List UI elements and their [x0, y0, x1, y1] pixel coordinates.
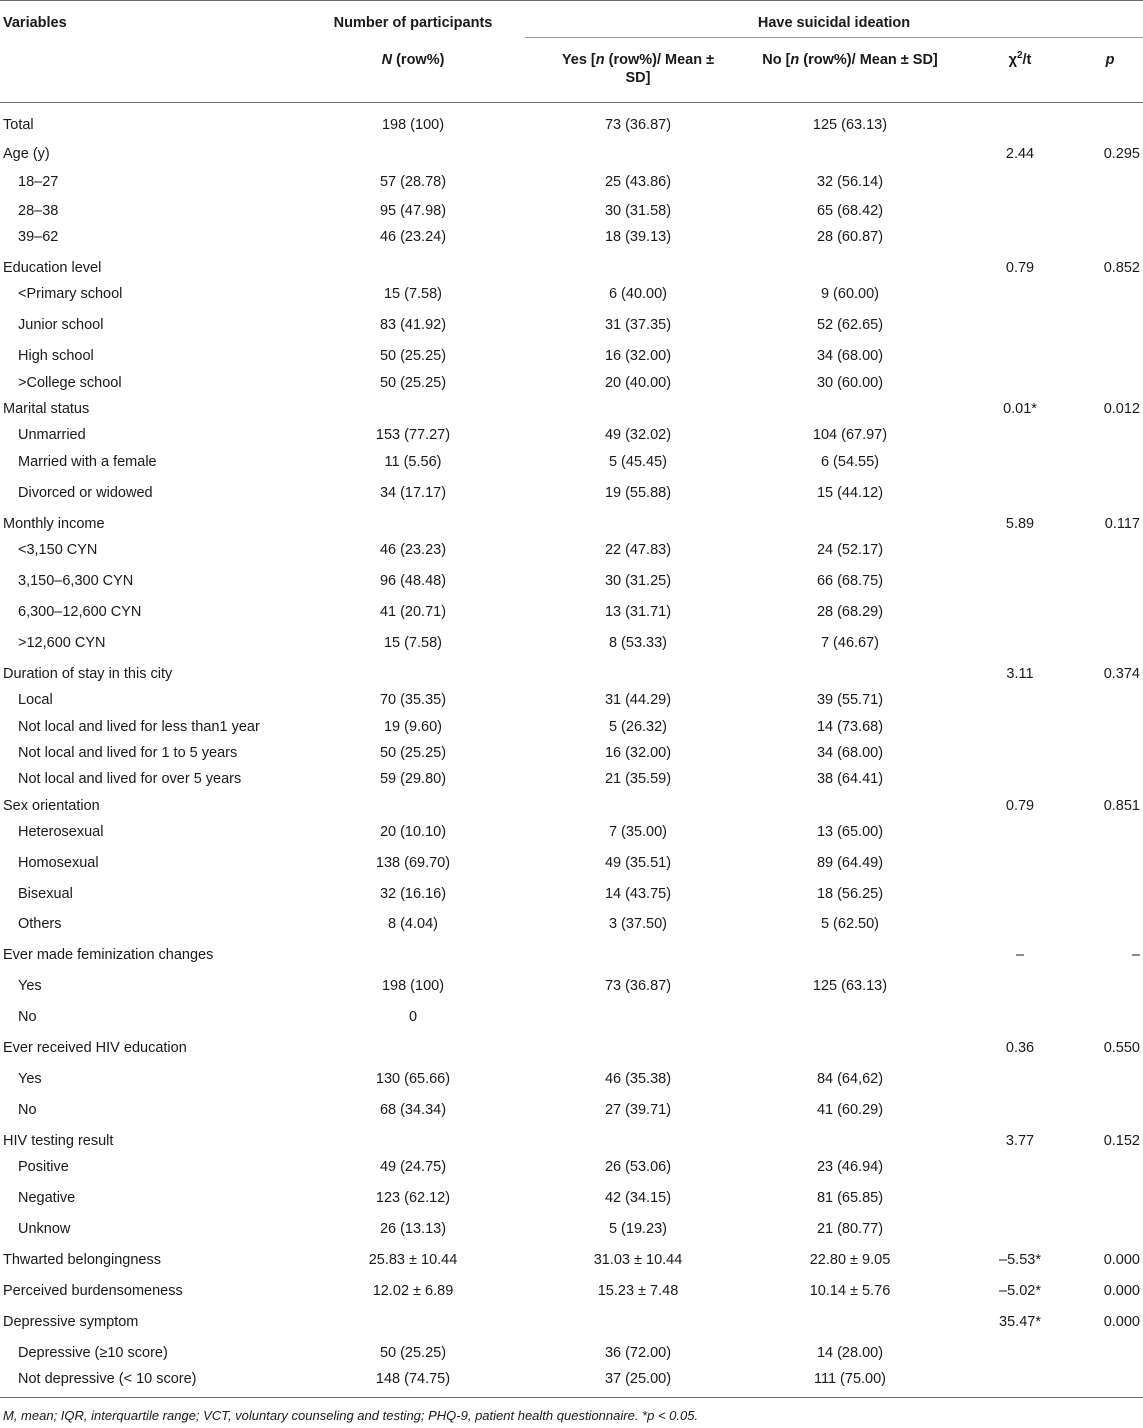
cell-chi: – — [1015, 947, 1025, 963]
cell-n: 26 (13.13) — [379, 1221, 447, 1237]
cell-yes: 30 (31.58) — [604, 203, 672, 219]
cell-no: 104 (67.97) — [812, 427, 888, 443]
cell-label: Bisexual — [18, 886, 73, 902]
cell-p: 0.000 — [1103, 1283, 1140, 1299]
cell-label: Yes — [18, 1071, 42, 1087]
cell-no: 15 (44.12) — [816, 485, 884, 501]
table-row — [0, 1344, 1143, 1362]
table-row — [0, 797, 1143, 815]
cell-n: 20 (10.10) — [379, 824, 447, 840]
table-row — [0, 665, 1143, 683]
cell-n: 138 (69.70) — [375, 855, 451, 871]
table-row — [0, 1251, 1143, 1269]
table-row — [0, 1370, 1143, 1388]
table-footnote: M, mean; IQR, interquartile range; VCT, voluntary counseling and testing; PHQ-9, patient health questionnaire. *p < 0.05. — [3, 1408, 699, 1423]
table-row — [0, 541, 1143, 559]
cell-n: 198 (100) — [381, 978, 445, 994]
table-row — [0, 453, 1143, 471]
table-row — [0, 316, 1143, 334]
cell-no: 38 (64.41) — [816, 771, 884, 787]
cell-label: Heterosexual — [18, 824, 104, 840]
header-p-value — [1080, 51, 1140, 69]
cell-label: Positive — [18, 1159, 69, 1175]
cell-p: 0.000 — [1103, 1252, 1140, 1268]
cell-yes: 3 (37.50) — [608, 916, 668, 932]
cell-chi: 35.47* — [999, 1314, 1041, 1330]
cell-yes: 31.03 ± 10.44 — [593, 1252, 683, 1268]
table-row — [0, 202, 1143, 220]
cell-label: Not local and lived for over 5 years — [18, 771, 242, 787]
cell-chi: 2.44 — [1005, 146, 1035, 162]
cell-yes: 49 (32.02) — [604, 427, 672, 443]
cell-label: Unknow — [18, 1221, 71, 1237]
cell-label: 18–27 — [18, 174, 59, 190]
cell-n: 19 (9.60) — [383, 719, 443, 735]
cell-n: 34 (17.17) — [379, 485, 447, 501]
cell-yes: 36 (72.00) — [604, 1345, 672, 1361]
cell-n: 50 (25.25) — [379, 375, 447, 391]
cell-yes: 5 (45.45) — [608, 454, 668, 470]
table-row — [0, 374, 1143, 392]
cell-label: Junior school — [18, 317, 104, 333]
table-row — [0, 770, 1143, 788]
cell-label: No — [18, 1009, 37, 1025]
cell-label: Marital status — [3, 401, 90, 417]
cell-label: Unmarried — [18, 427, 86, 443]
cell-p: 0.012 — [1103, 401, 1140, 417]
cell-no: 34 (68.00) — [816, 745, 884, 761]
header-p-italic: p — [1105, 52, 1115, 68]
cell-label: Sex orientation — [3, 798, 100, 814]
cell-chi: 3.11 — [1006, 666, 1034, 682]
cell-label: Divorced or widowed — [18, 485, 153, 501]
header-number-of-participants: Number of participants — [333, 15, 493, 31]
cell-label: 3,150–6,300 CYN — [18, 573, 134, 589]
cell-n: 0 — [408, 1009, 418, 1025]
cell-p: – — [1131, 947, 1140, 963]
cell-yes: 16 (32.00) — [604, 348, 672, 364]
table-row — [0, 1070, 1143, 1088]
header-group-underline — [525, 37, 1143, 38]
cell-no: 14 (28.00) — [816, 1345, 884, 1361]
cell-no: 89 (64.49) — [816, 855, 884, 871]
cell-no: 34 (68.00) — [816, 348, 884, 364]
cell-n: 46 (23.24) — [379, 229, 447, 245]
cell-p: 0.852 — [1103, 260, 1140, 276]
table-row — [0, 400, 1143, 418]
cell-label: 39–62 — [18, 229, 59, 245]
table-row — [0, 854, 1143, 872]
table-row — [0, 1220, 1143, 1238]
table-row — [0, 603, 1143, 621]
cell-p: 0.374 — [1103, 666, 1140, 682]
header-n-row-percent — [300, 51, 526, 69]
cell-yes: 26 (53.06) — [604, 1159, 672, 1175]
cell-n: 49 (24.75) — [379, 1159, 447, 1175]
cell-label: Ever received HIV education — [3, 1040, 187, 1056]
cell-no: 41 (60.29) — [816, 1102, 884, 1118]
cell-p: 0.851 — [1103, 798, 1140, 814]
cell-yes: 21 (35.59) — [604, 771, 672, 787]
cell-no: 24 (52.17) — [816, 542, 884, 558]
cell-yes: 7 (35.00) — [608, 824, 668, 840]
cell-n: 12.02 ± 6.89 — [372, 1283, 454, 1299]
cell-n: 50 (25.25) — [379, 745, 447, 761]
cell-label: Total — [3, 117, 34, 133]
cell-label: <Primary school — [18, 286, 123, 302]
header-no-italic: n — [790, 52, 800, 68]
cell-no: 32 (56.14) — [816, 174, 884, 190]
header-no-column — [760, 51, 940, 69]
cell-n: 8 (4.04) — [388, 916, 438, 932]
cell-no: 65 (68.42) — [816, 203, 884, 219]
cell-chi: –5.02* — [999, 1283, 1041, 1299]
cell-chi: –5.53* — [999, 1252, 1041, 1268]
cell-yes: 19 (55.88) — [604, 485, 672, 501]
cell-yes: 31 (44.29) — [604, 692, 672, 708]
cell-yes: 14 (43.75) — [604, 886, 672, 902]
cell-p: 0.295 — [1103, 146, 1140, 162]
table-header-rule — [0, 102, 1143, 103]
cell-label: Depressive symptom — [3, 1314, 139, 1330]
cell-p: 0.117 — [1104, 516, 1140, 532]
cell-n: 123 (62.12) — [375, 1190, 451, 1206]
cell-n: 11 (5.56) — [384, 454, 442, 470]
header-have-suicidal-ideation: Have suicidal ideation — [757, 15, 911, 31]
cell-n: 59 (29.80) — [379, 771, 447, 787]
cell-yes: 42 (34.15) — [604, 1190, 672, 1206]
table-row — [0, 145, 1143, 163]
table-row — [0, 1282, 1143, 1300]
cell-p: 0.000 — [1103, 1314, 1140, 1330]
cell-label: Monthly income — [3, 516, 105, 532]
cell-yes: 37 (25.00) — [604, 1371, 672, 1387]
cell-n: 15 (7.58) — [383, 286, 443, 302]
cell-chi: 5.89 — [1005, 516, 1035, 532]
cell-chi: 0.01* — [1003, 401, 1037, 417]
table-row — [0, 484, 1143, 502]
cell-yes: 27 (39.71) — [604, 1102, 672, 1118]
table-row — [0, 718, 1143, 736]
cell-label: No — [18, 1102, 37, 1118]
header-chi-sup: 2 — [1016, 50, 1023, 62]
cell-yes: 25 (43.86) — [604, 174, 672, 190]
cell-n: 83 (41.92) — [379, 317, 447, 333]
cell-no: 28 (60.87) — [816, 229, 884, 245]
table-row — [0, 634, 1143, 652]
header-no-rest: (row%)/ Mean ± SD] — [799, 52, 938, 68]
cell-no: 13 (65.00) — [816, 824, 884, 840]
header-n-rest: (row%) — [392, 52, 445, 68]
cell-no: 6 (54.55) — [820, 454, 880, 470]
cell-n: 57 (28.78) — [379, 174, 447, 190]
cell-p: 0.550 — [1103, 1040, 1140, 1056]
cell-yes: 5 (19.23) — [608, 1221, 668, 1237]
cell-label: Thwarted belongingness — [3, 1252, 161, 1268]
header-chi-square — [960, 51, 1080, 69]
cell-label: Yes — [18, 978, 42, 994]
cell-label: Not depressive (< 10 score) — [18, 1371, 197, 1387]
cell-n: 15 (7.58) — [383, 635, 443, 651]
table-row — [0, 915, 1143, 933]
cell-label: 6,300–12,600 CYN — [18, 604, 142, 620]
cell-label: Duration of stay in this city — [3, 666, 173, 682]
cell-yes: 31 (37.35) — [604, 317, 672, 333]
cell-yes: 18 (39.13) — [604, 229, 672, 245]
cell-label: Perceived burdensomeness — [3, 1283, 183, 1299]
header-chi-base: χ — [1008, 52, 1017, 68]
cell-yes: 16 (32.00) — [604, 745, 672, 761]
cell-label: High school — [18, 348, 94, 364]
table-row — [0, 691, 1143, 709]
cell-n: 32 (16.16) — [379, 886, 447, 902]
table-row — [0, 1008, 1143, 1026]
table-row — [0, 977, 1143, 995]
cell-chi: 0.79 — [1005, 798, 1035, 814]
cell-no: 66 (68.75) — [816, 573, 884, 589]
table-row — [0, 515, 1143, 533]
header-variables: Variables — [3, 15, 67, 31]
table-row — [0, 1101, 1143, 1119]
cell-no: 28 (68.29) — [816, 604, 884, 620]
cell-no: 14 (73.68) — [816, 719, 884, 735]
cell-yes: 49 (35.51) — [604, 855, 672, 871]
cell-no: 7 (46.67) — [820, 635, 880, 651]
cell-no: 52 (62.65) — [816, 317, 884, 333]
table-row — [0, 744, 1143, 762]
cell-no: 10.14 ± 5.76 — [809, 1283, 891, 1299]
table-row — [0, 823, 1143, 841]
cell-n: 130 (65.66) — [375, 1071, 451, 1087]
cell-no: 9 (60.00) — [820, 286, 880, 302]
cell-label: <3,150 CYN — [18, 542, 98, 558]
cell-yes: 73 (36.87) — [604, 978, 672, 994]
cell-no: 39 (55.71) — [816, 692, 884, 708]
header-chi-rest: /t — [1022, 52, 1032, 68]
cell-n: 25.83 ± 10.44 — [368, 1252, 458, 1268]
cell-yes: 15.23 ± 7.48 — [597, 1283, 679, 1299]
header-no-pre: No [ — [762, 52, 791, 68]
cell-label: 28–38 — [18, 203, 59, 219]
cell-n: 153 (77.27) — [375, 427, 451, 443]
cell-label: Depressive (≥10 score) — [18, 1345, 168, 1361]
cell-n: 198 (100) — [381, 117, 445, 133]
header-n-italic: N — [381, 52, 393, 68]
table-row — [0, 426, 1143, 444]
cell-label: Education level — [3, 260, 102, 276]
cell-yes: 73 (36.87) — [604, 117, 672, 133]
cell-label: Others — [18, 916, 62, 932]
cell-label: >College school — [18, 375, 122, 391]
cell-no: 22.80 ± 9.05 — [809, 1252, 891, 1268]
cell-yes: 13 (31.71) — [604, 604, 672, 620]
table-row — [0, 285, 1143, 303]
table-row — [0, 572, 1143, 590]
header-yes-rest: (row%)/ Mean ± SD] — [604, 52, 715, 86]
cell-no: 23 (46.94) — [816, 1159, 884, 1175]
cell-n: 95 (47.98) — [379, 203, 447, 219]
cell-label: Age (y) — [3, 146, 50, 162]
header-yes-italic: n — [595, 52, 605, 68]
cell-n: 50 (25.25) — [379, 1345, 447, 1361]
cell-n: 46 (23.23) — [379, 542, 447, 558]
cell-label: Ever made feminization changes — [3, 947, 214, 963]
cell-yes: 30 (31.25) — [604, 573, 672, 589]
cell-n: 96 (48.48) — [379, 573, 447, 589]
cell-n: 50 (25.25) — [379, 348, 447, 364]
cell-chi: 3.77 — [1005, 1133, 1035, 1149]
cell-no: 111 (75.00) — [813, 1371, 886, 1387]
table-row — [0, 885, 1143, 903]
cell-yes: 6 (40.00) — [608, 286, 668, 302]
header-yes-column — [548, 51, 728, 87]
table-row — [0, 1158, 1143, 1176]
table-row — [0, 946, 1143, 964]
table-row — [0, 228, 1143, 246]
cell-yes: 5 (26.32) — [608, 719, 668, 735]
cell-label: Homosexual — [18, 855, 99, 871]
cell-n: 148 (74.75) — [375, 1371, 451, 1387]
table-top-rule — [0, 0, 1143, 1]
cell-label: Not local and lived for less than1 year — [18, 719, 260, 735]
cell-chi: 0.79 — [1005, 260, 1035, 276]
table-row — [0, 173, 1143, 191]
cell-no: 18 (56.25) — [816, 886, 884, 902]
table-row — [0, 116, 1143, 134]
cell-yes: 20 (40.00) — [604, 375, 672, 391]
table-bottom-rule — [0, 1397, 1143, 1398]
table-row — [0, 1313, 1143, 1331]
cell-label: Married with a female — [18, 454, 157, 470]
cell-label: Not local and lived for 1 to 5 years — [18, 745, 238, 761]
cell-no: 5 (62.50) — [820, 916, 880, 932]
header-yes-pre: Yes [ — [561, 52, 596, 68]
cell-no: 30 (60.00) — [816, 375, 884, 391]
cell-n: 70 (35.35) — [379, 692, 447, 708]
cell-yes: 46 (35.38) — [604, 1071, 672, 1087]
cell-n: 41 (20.71) — [379, 604, 447, 620]
table-row — [0, 1039, 1143, 1057]
cell-yes: 22 (47.83) — [604, 542, 672, 558]
cell-no: 21 (80.77) — [816, 1221, 884, 1237]
table-row — [0, 1132, 1143, 1150]
cell-no: 81 (65.85) — [816, 1190, 884, 1206]
cell-no: 125 (63.13) — [812, 978, 888, 994]
table-row — [0, 259, 1143, 277]
cell-no: 125 (63.13) — [812, 117, 888, 133]
cell-no: 84 (64,62) — [816, 1071, 884, 1087]
table-row — [0, 347, 1143, 365]
cell-p: 0.152 — [1103, 1133, 1140, 1149]
cell-yes: 8 (53.33) — [608, 635, 668, 651]
cell-label: HIV testing result — [3, 1133, 114, 1149]
cell-label: >12,600 CYN — [18, 635, 106, 651]
cell-n: 68 (34.34) — [379, 1102, 447, 1118]
table-row — [0, 1189, 1143, 1207]
cell-chi: 0.36 — [1005, 1040, 1035, 1056]
cell-label: Local — [18, 692, 53, 708]
cell-label: Negative — [18, 1190, 76, 1206]
